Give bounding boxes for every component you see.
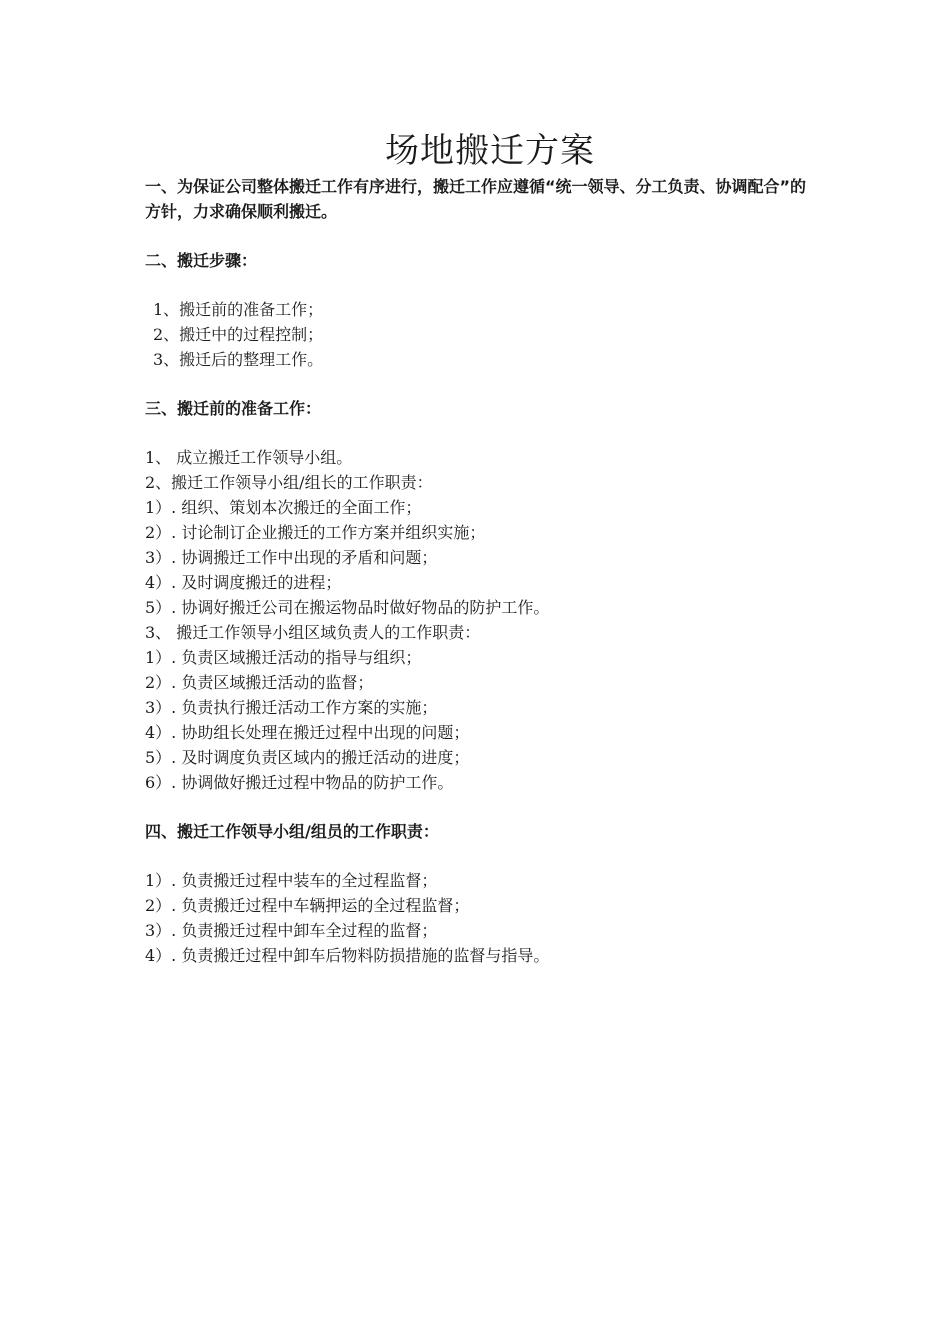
list-item: 2、搬迁工作领导小组/组长的工作职责： xyxy=(145,473,433,492)
list-item: 2、搬迁中的过程控制； xyxy=(153,325,324,344)
document-page xyxy=(145,128,815,968)
list-item: 1）. 组织、策划本次搬迁的全面工作； xyxy=(145,498,422,517)
list-item: 3、 搬迁工作领导小组区域负责人的工作职责： xyxy=(145,623,481,642)
list-item: 1、 成立搬迁工作领导小组。 xyxy=(145,448,353,467)
spacer xyxy=(145,224,815,248)
list-item: 4）. 及时调度搬迁的进程； xyxy=(145,573,342,592)
list-item: 1）. 负责搬迁过程中装车的全过程监督； xyxy=(145,871,438,890)
list-item: 2）. 负责搬迁过程中车辆押运的全过程监督； xyxy=(145,896,470,915)
preparation-list xyxy=(145,445,815,795)
section-heading-preparation: 三、搬迁前的准备工作： xyxy=(145,399,322,418)
list-item: 1）. 负责区域搬迁活动的指导与组织； xyxy=(145,648,422,667)
list-item: 6）. 协调做好搬迁过程中物品的防护工作。 xyxy=(145,773,454,792)
list-item: 3）. 协调搬迁工作中出现的矛盾和问题； xyxy=(145,548,438,567)
list-item: 3）. 负责执行搬迁活动工作方案的实施； xyxy=(145,698,438,717)
list-item: 5）. 协调好搬迁公司在搬运物品时做好物品的防护工作。 xyxy=(145,598,550,617)
spacer xyxy=(145,844,815,868)
list-item: 5）. 及时调度负责区域内的搬迁活动的进度； xyxy=(145,748,470,767)
list-item: 4）. 协助组长处理在搬迁过程中出现的问题； xyxy=(145,723,470,742)
member-duties-list xyxy=(145,868,815,968)
section-heading-member-duties: 四、搬迁工作领导小组/组员的工作职责： xyxy=(145,822,439,841)
section-heading-steps: 二、搬迁步骤： xyxy=(145,251,258,270)
list-item: 1、搬迁前的准备工作； xyxy=(153,300,324,319)
list-item: 2）. 负责区域搬迁活动的监督； xyxy=(145,673,374,692)
intro-paragraph: 一、为保证公司整体搬迁工作有序进行，搬迁工作应遵循“统一领导、分工负责、协调配合”的方针，力求确保顺利搬迁。 xyxy=(145,177,807,221)
list-item: 3）. 负责搬迁过程中卸车全过程的监督； xyxy=(145,921,438,940)
spacer xyxy=(145,421,815,445)
spacer xyxy=(145,372,815,396)
page-title: 场地搬迁方案 xyxy=(385,131,595,171)
steps-list xyxy=(145,297,815,372)
spacer xyxy=(145,795,815,819)
list-item: 4）. 负责搬迁过程中卸车后物料防损措施的监督与指导。 xyxy=(145,946,550,965)
list-item: 3、搬迁后的整理工作。 xyxy=(153,350,324,369)
list-item: 2）. 讨论制订企业搬迁的工作方案并组织实施； xyxy=(145,523,486,542)
spacer xyxy=(145,273,815,297)
